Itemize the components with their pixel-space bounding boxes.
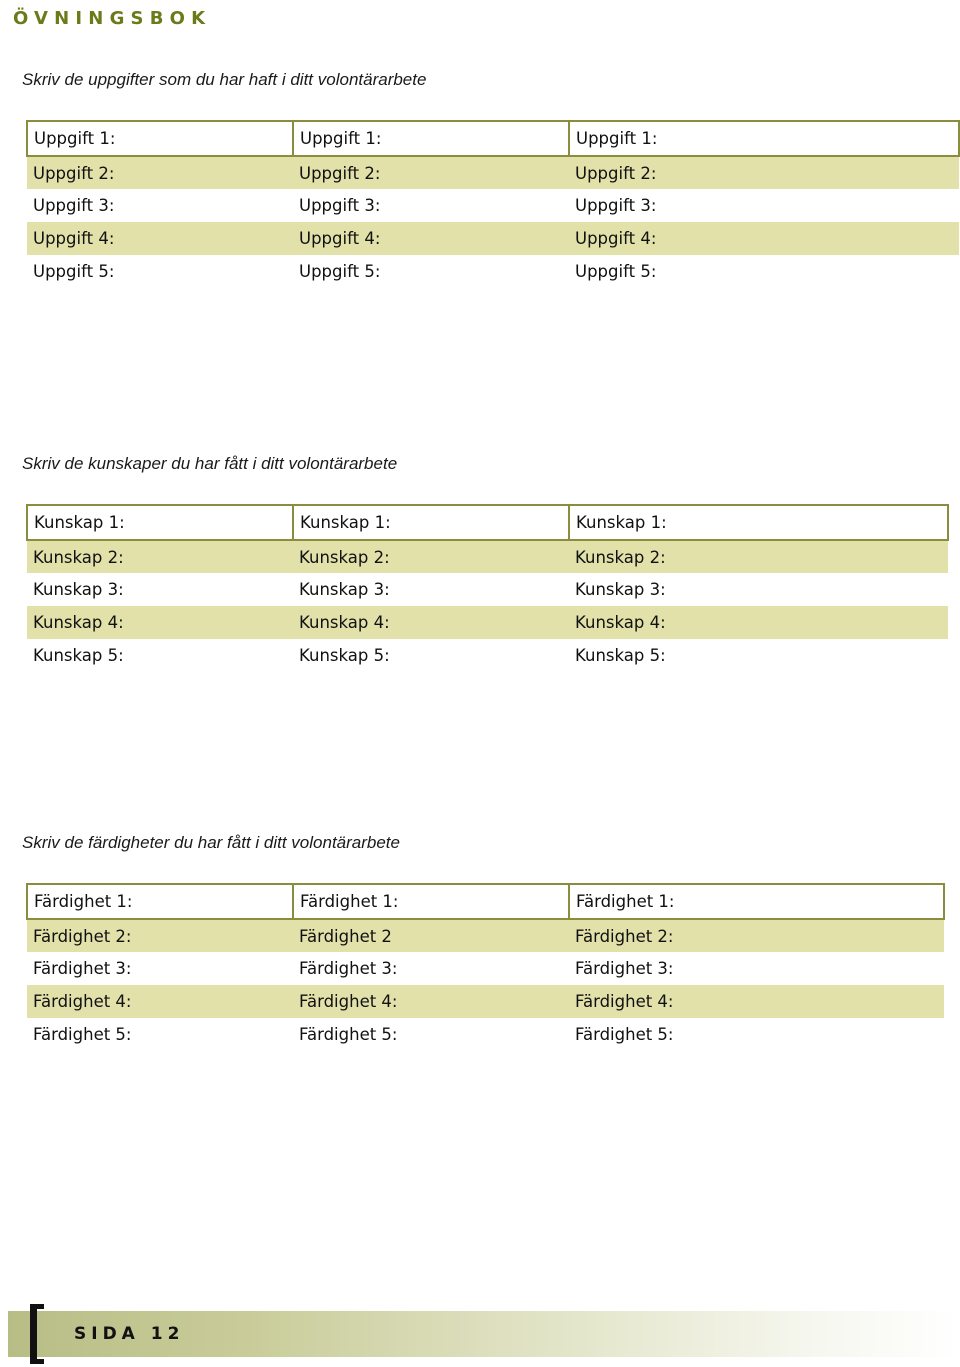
table-row [27,952,944,985]
fardighet-field[interactable]: Färdighet 3: [33,959,132,978]
table-row [27,222,959,255]
fardighet-field[interactable]: Färdighet 4: [27,985,293,1018]
kunskap-field[interactable]: Kunskap 5: [299,646,390,665]
table-row [27,985,944,1018]
kunskap-field[interactable]: Kunskap 2: [27,540,293,573]
kunskap-field[interactable]: Kunskap 5: [33,646,124,665]
page-number-label: SIDA 12 [74,1324,185,1344]
fardighet-field[interactable]: Färdighet 5: [33,1025,132,1044]
table-row [27,884,944,919]
table-row [27,639,948,672]
fardighet-field[interactable]: Färdighet 3: [575,959,674,978]
kunskap-field[interactable]: Kunskap 3: [299,580,390,599]
uppgift-field[interactable]: Uppgift 5: [33,262,115,281]
page-header-title: ÖVNINGSBOK [13,8,212,29]
uppgift-field[interactable]: Uppgift 1: [569,121,959,156]
fardighet-field[interactable]: Färdighet 4: [293,985,569,1018]
uppgift-field[interactable]: Uppgift 4: [27,222,293,255]
kunskap-field[interactable]: Kunskap 4: [569,606,948,639]
kunskap-field[interactable]: Kunskap 3: [33,580,124,599]
table-row [27,573,948,606]
fardighet-field[interactable]: Färdighet 4: [569,985,944,1018]
kunskap-field[interactable]: Kunskap 1: [293,505,569,540]
table-row [27,505,948,540]
table-row [27,255,959,288]
prompt-kunskaper: Skriv de kunskaper du har fått i ditt volontärarbete [22,454,398,473]
table-row [27,1018,944,1051]
uppgift-field[interactable]: Uppgift 3: [299,196,381,215]
fardighet-field[interactable]: Färdighet 1: [293,884,569,919]
fardighet-field[interactable]: Färdighet 2: [27,919,293,952]
prompt-uppgifter: Skriv de uppgifter som du har haft i ditt volontärarbete [22,70,427,89]
table-row [27,121,959,156]
kunskap-field[interactable]: Kunskap 4: [293,606,569,639]
uppgift-field[interactable]: Uppgift 2: [293,156,569,189]
uppgift-field[interactable]: Uppgift 3: [33,196,115,215]
uppgift-field[interactable]: Uppgift 4: [293,222,569,255]
uppgift-field[interactable]: Uppgift 5: [575,262,657,281]
prompt-fardigheter: Skriv de färdigheter du har fått i ditt volontärarbete [22,833,400,852]
fardighet-field[interactable]: Färdighet 1: [569,884,944,919]
uppgift-field[interactable]: Uppgift 3: [575,196,657,215]
uppgift-field[interactable]: Uppgift 5: [299,262,381,281]
uppgift-field[interactable]: Uppgift 4: [569,222,959,255]
uppgift-field[interactable]: Uppgift 2: [27,156,293,189]
uppgift-field[interactable]: Uppgift 1: [27,121,293,156]
table-row [27,189,959,222]
table-row [27,540,948,573]
uppgift-field[interactable]: Uppgift 2: [569,156,959,189]
fardighet-field[interactable]: Färdighet 2: [569,919,944,952]
kunskaper-table [26,504,949,672]
kunskap-field[interactable]: Kunskap 2: [569,540,948,573]
kunskap-field[interactable]: Kunskap 2: [293,540,569,573]
table-row [27,156,959,189]
fardighet-field[interactable]: Färdighet 5: [575,1025,674,1044]
bracket-icon [30,1304,44,1364]
fardighet-field[interactable]: Färdighet 5: [299,1025,398,1044]
uppgifter-table [26,120,960,288]
kunskap-field[interactable]: Kunskap 1: [569,505,948,540]
kunskap-field[interactable]: Kunskap 5: [575,646,666,665]
kunskap-field[interactable]: Kunskap 1: [27,505,293,540]
fardighet-field[interactable]: Färdighet 3: [299,959,398,978]
kunskap-field[interactable]: Kunskap 3: [575,580,666,599]
uppgift-field[interactable]: Uppgift 1: [293,121,569,156]
fardigheter-table [26,883,945,1051]
fardighet-field[interactable]: Färdighet 2 [293,919,569,952]
table-row [27,919,944,952]
fardighet-field[interactable]: Färdighet 1: [27,884,293,919]
kunskap-field[interactable]: Kunskap 4: [27,606,293,639]
table-row [27,606,948,639]
